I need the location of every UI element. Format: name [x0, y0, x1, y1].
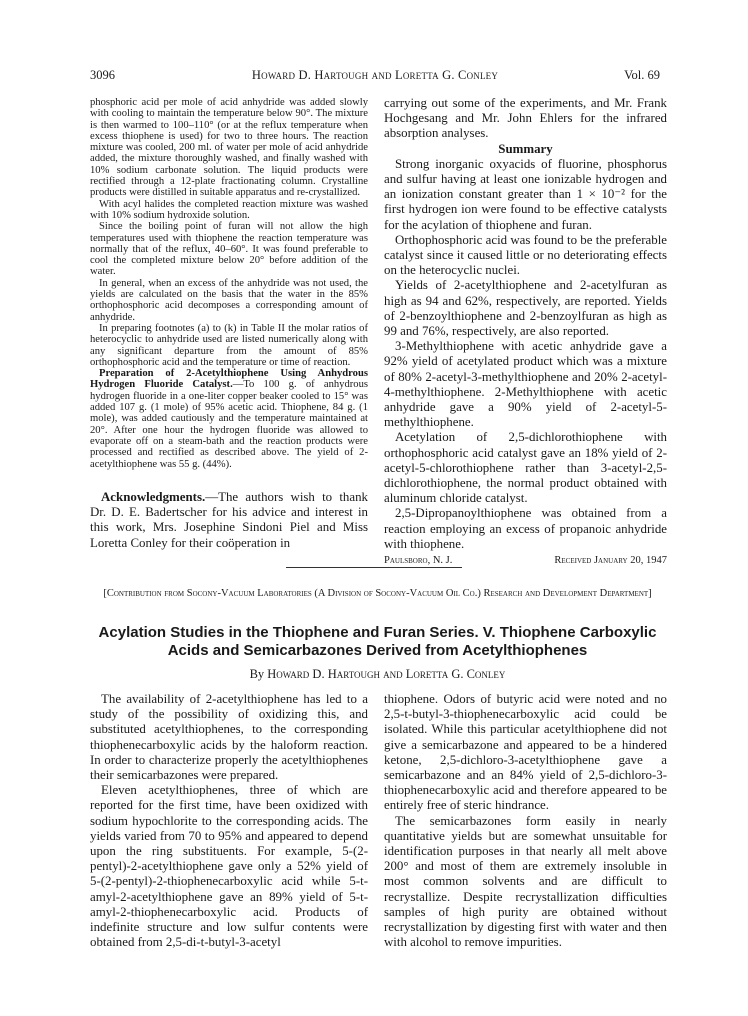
summary-paragraph: 3-Methylthiophene with acetic anhydride gave a 92% yield of acetylated product which was a mixture of 80% 2-acetyl-3-methylthiophene and 20% 2-acetyl-4-methylthiophene. 2-Methylthiophene with acetic anhydride gave a 90% yield of 2-acetyl-5-methylthiophene. [384, 339, 667, 430]
contribution-line: [Contribution from Socony-Vacuum Laboratories (A Division of Socony-Vacuum Oil Co.) Research and Development Department] [103, 588, 652, 599]
location: Paulsboro, N. J. [384, 555, 453, 567]
running-head [90, 68, 660, 84]
byline-authors: Howard D. Hartough and Loretta G. Conley [267, 667, 506, 681]
summary-paragraph: Strong inorganic oxyacids of fluorine, phosphorus and sulfur having at least one ionizable hydrogen and an ionization constant greater than 1 × 10⁻² for the first hydrogen ion were found to be effective catalysts for the acylation of thiophene and furan. [384, 156, 667, 232]
left-lower-column [90, 692, 368, 950]
byline-by: By [249, 667, 265, 681]
running-head-authors: Howard D. Hartough and Loretta G. Conley [251, 68, 499, 82]
summary-paragraph: 2,5-Dipropanoylthiophene was obtained from a reaction employing an excess of propanoic anhydride with thiophene. [384, 506, 667, 551]
paragraph-body: —The authors wish to thank Dr. D. E. Badertscher for his advice and interest in this work, Mrs. Josephine Sindoni Piel and Miss Loretta Conley for their coöperation in [90, 490, 368, 550]
volume-label: Vol. 69 [624, 68, 660, 82]
summary-paragraph: Yields of 2-acetylthiophene and 2-acetylfuran as high as 94 and 62%, respectively, are reported. Yields of 2-benzoylthiophene and 2-benzoylfuran as high as 99 and 76%, respectively, are also reported. [384, 278, 667, 339]
paragraph-body: —To 100 g. of anhydrous hydrogen fluoride in a one-liter copper beaker cooled to 15° was added 107 g. (1 mole) of 95% acetic acid. Thiophene, 84 g. (1 mole), was added cautiously and the temperature maintained at 20°. After one hour the hydrogen fluoride was allowed to evaporate off on a steam-bath and the reaction products were processed and rectified as described above. The yield of 2-acetylthiophene was 55 g. (44%). [90, 379, 368, 470]
acknowledgments-paragraph [90, 490, 368, 551]
acknowledgments [90, 490, 368, 551]
left-upper-column [90, 97, 368, 470]
experimental-paragraph: In preparing footnotes (a) to (k) in Table II the molar ratios of heterocyclic to anhydride used are listed numerically along with any significant departure from the amount of 85% orthophosphoric acid and the temperature or time of reaction. [90, 322, 368, 368]
article-paragraph: Eleven acetylthiophenes, three of which are reported for the first time, have been oxidized with sodium hypochlorite to the corresponding acids. The yields varied from 70 to 95% and appeared to depend upon the ring substituents. For example, 5-(2-pentyl)-2-acetylthiophene gave only a 52% yield of 5-(2-pentyl)-2-thiophenecarboxylic acid while 5-t-amyl-2-acetylthiophene gave an 89% yield of 5-t-amyl-2-thiophenecarboxylic acid. Products of indefinite structure and low sulfur contents were obtained from 2,5-di-t-butyl-3-acetyl [90, 783, 368, 950]
acknowledgments-heading: Acknowledgments. [101, 490, 206, 504]
article-paragraph: The availability of 2-acetylthiophene has led to a study of the possibility of oxidizing this, and substituted acetylthiophenes, to the corresponding thiophenecarboxylic acids by the haloform reaction. In order to characterize properly the acetylthiophenes their semicarbazones were prepared. [90, 692, 368, 783]
article-paragraph: The semicarbazones form easily in nearly quantitative yields but are somewhat unsuitable for identification purposes in that nearly all melt above 200° and most of them are extremely insoluble in most common solvents and are difficult to recrystallize. Despite recrystallization difficulties samples of high purity are obtained without recrystallization by digesting first with water and then with alcohol to remove impurities. [384, 813, 667, 950]
article-paragraph: thiophene. Odors of butyric acid were noted and no 2,5-t-butyl-3-thiophenecarboxylic acid could be isolated. While this particular acetylthiophene did not give a semicarbazone and appeared to be a hindered ketone, 2,5-dichloro-3-acetylthiophene gave a semicarbazone and an 84% yield of 2,5-dichloro-3-thiophenecarboxylic acid and therefore appeared to be entirely free of steric hindrance. [384, 692, 667, 813]
summary-paragraph: Acetylation of 2,5-dichlorothiophene with orthophosphoric acid catalyst gave an 18% yield of 2-acetyl-5-chlorothiophene rather than 3-acetyl-2,5-dichlorothiophene, the normal product obtained with aluminum chloride catalyst. [384, 430, 667, 506]
hf-preparation-paragraph [90, 368, 368, 470]
experimental-paragraph: With acyl halides the completed reaction mixture was washed with 10% sodium hydroxide solution. [90, 198, 368, 221]
article-divider [286, 567, 462, 568]
body-paragraph: carrying out some of the experiments, and Mr. Frank Hochgesang and Mr. John Ehlers for the infrared absorption analyses. [384, 96, 667, 141]
page-number: 3096 [90, 68, 115, 82]
summary-heading: Summary [498, 141, 553, 156]
right-upper-column [384, 96, 667, 568]
received-date: Received January 20, 1947 [554, 555, 667, 567]
right-lower-column [384, 692, 667, 950]
experimental-paragraph: phosphoric acid per mole of acid anhydride was added slowly with cooling to maintain the temperature below 90°. The mixture is then warmed to 100–110° (or at the reflux temperature when excess thiophene is used) for two to three hours. The reaction mixture was cooled, 200 ml. of water per mole of acid anhydride added, the mixture thoroughly washed, and finally washed with 10% sodium carbonate solution. The liquid products were rectified through a 12-plate fractionating column. Crystalline products were distilled in suitable apparatus and re-crystallized. [90, 97, 368, 199]
byline [90, 667, 665, 682]
experimental-paragraph: In general, when an excess of the anhydride was not used, the yields are calculated on the basis that the water in the 85% orthophosphoric acid decomposes a corresponding amount of anhydride. [90, 277, 368, 323]
summary-paragraph: Orthophosphoric acid was found to be the preferable catalyst since it caused little or no deteriorating effects on the heterocyclic nuclei. [384, 232, 667, 278]
run-in-heading: Preparation of 2-Acetylthiophene Using Anhydrous Hydrogen Fluoride Catalyst. [90, 368, 368, 391]
article-title: Acylation Studies in the Thiophene and Furan Series. V. Thiophene Carboxylic Acids and Semicarbazones Derived from Acetylthiophenes [98, 624, 657, 659]
experimental-paragraph: Since the boiling point of furan will not allow the high temperatures used with thiophene the reaction temperature was normally that of the reflux, 40–60°. It was found preferable to cool the completed mixture below 20° before addition of the water. [90, 221, 368, 278]
